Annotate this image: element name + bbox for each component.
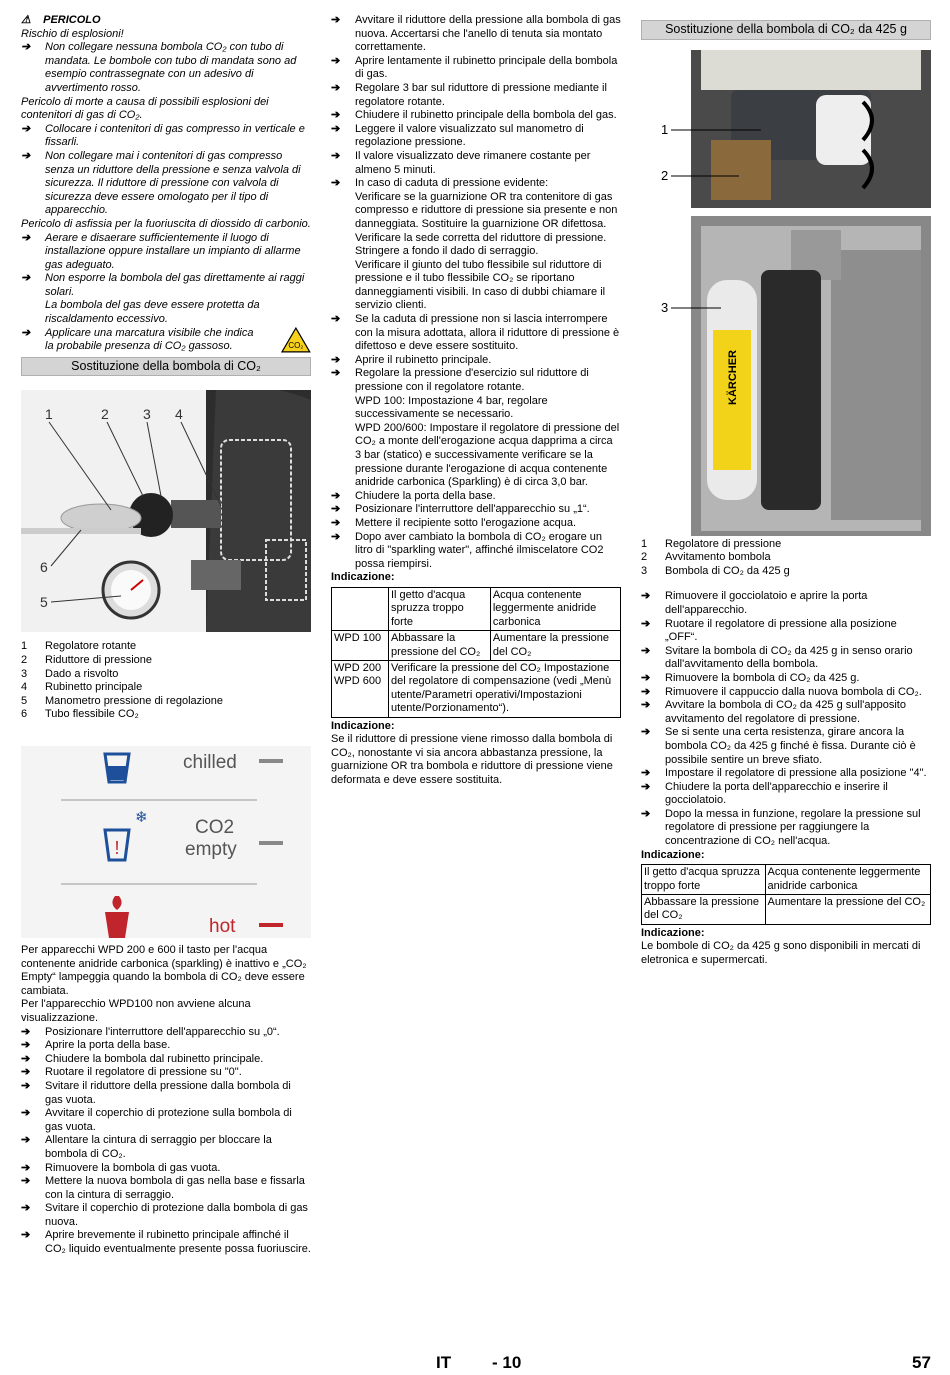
arrow-icon: ➔ (331, 14, 341, 26)
co2-hazard-label: CO₂ (288, 341, 304, 351)
section-title-co2-425g: Sostituzione della bombola di CO₂ da 425 g (641, 20, 931, 40)
step-detail: Verificare la sede corretta del riduttore di pressione. (355, 231, 607, 244)
arrow-icon: ➔ (641, 780, 651, 793)
note-text: Se il riduttore di pressione viene rimosso dalla bombola di CO₂, nonostante vi sia ancora abbastanza pressione, la guarnizione OR tra bombola e riduttore di pressione viene deformata e deve essere sostituita. (331, 733, 613, 786)
footer-language: IT (436, 1353, 452, 1372)
arrow-icon: ➔ (21, 1175, 31, 1188)
step-item: ➔ Svitare il coperchio di protezione dalla bombola di gas nuova. (21, 1202, 308, 1228)
warning-risk-death: Pericolo di morte a causa di possibili esplosioni dei contenitori di gas di CO₂. (21, 95, 269, 122)
warning-co2-row (21, 327, 311, 354)
step-item: ➔ Svitare la bombola di CO₂ da 425 g in senso orario dall'avvitamento della bombola. (641, 644, 913, 671)
arrow-icon: ➔ (21, 1134, 31, 1147)
legend-item: 2 Avvitamento bombola (641, 551, 771, 564)
callout-number: 6 (40, 559, 48, 576)
arrow-icon: ➔ (21, 1107, 31, 1120)
arrow-icon: ➔ (331, 367, 341, 380)
table-cell: Aumentare la pressione del CO₂ (490, 631, 620, 661)
brand-label: KÄRCHER (727, 349, 739, 405)
step-item: ➔ Se si sente una certa resistenza, girare ancora la bombola CO₂ da 425 g finché è fissa. Durante ciò è possibile sentire un breve sfiato. (641, 726, 916, 766)
step-item: ➔ Regolare 3 bar sul riduttore di pressione mediante il regolatore rotante. (331, 81, 607, 108)
step-item: ➔ Rimuovere il cappuccio dalla nuova bombola di CO₂. (641, 685, 922, 698)
status-dash (259, 759, 283, 763)
arrow-icon: ➔ (331, 516, 341, 529)
arrow-icon: ➔ (21, 1229, 31, 1242)
step-item: ➔ Mettere il recipiente sotto l'erogazione acqua. (331, 516, 577, 529)
snowflake-icon: ❄ (135, 809, 148, 826)
table-cell: Verificare la pressione del CO₂ Impostazione del regolatore di compensazione (vedi „Menù utente/Parametri operativi/Impostazioni utente/Porzionamento“). (389, 660, 621, 717)
figure-co2-cartridge-drawing (641, 50, 931, 536)
arrow-icon: ➔ (331, 489, 341, 502)
warning-bullet: ➔ Non collegare nessuna bombola CO₂ con tubo di mandata. Le bombole con tubo di mandata sono ad esempio contrassegnate con un adesivo di avvertimento rosso. (21, 41, 297, 94)
step-item: ➔ Chiudere la bombola dal rubinetto principale. (21, 1052, 264, 1065)
table-header: Il getto d'acqua spruzza troppo forte (389, 587, 491, 630)
legend-item: 1 Regolatore rotante (21, 640, 137, 653)
display-label-empty: empty (185, 839, 237, 860)
callout-number: 2 (661, 167, 669, 183)
step-item: ➔ In caso di caduta di pressione evidente: (331, 177, 549, 190)
arrow-icon: ➔ (331, 54, 341, 67)
paragraph: Per apparecchi WPD 200 e 600 il tasto per l'acqua contenente anidride carbonica (sparkling) è inattivo e „CO₂ Empty“ lampeggia quando la bombola di CO₂ deve essere cambiata. (21, 944, 307, 997)
step-item: ➔ Svitare il riduttore della pressione dalla bombola di gas vuota. (21, 1079, 291, 1106)
step-item: ➔ Mettere la nuova bombola di gas nella base e fissarla con la cintura di serraggio. (21, 1175, 305, 1201)
table-row (332, 660, 621, 717)
table-cell: Aumentare la pressione del CO₂ (765, 895, 931, 925)
arrow-icon: ➔ (641, 699, 651, 712)
table-row (642, 895, 931, 925)
arrow-icon: ➔ (641, 807, 651, 820)
status-dash (259, 923, 283, 927)
step-item: ➔ Leggere il valore visualizzato sul manometro di regolazione pressione. (331, 122, 584, 149)
column-right (641, 14, 931, 968)
warning-risk-asphyxia: Pericolo di asfissia per la fuoriuscita di diossido di carbonio. (21, 217, 311, 230)
legend-figure-1 (21, 640, 311, 722)
pressure-table-425g (641, 864, 931, 925)
arrow-icon: ➔ (21, 1052, 31, 1065)
warning-triangle-icon: ⚠ (21, 14, 31, 26)
step-item: ➔ Avvitare il riduttore della pressione alla bombola di gas nuova. Accertarsi che l'anello di tenuta sia montato correttamente. (331, 14, 621, 54)
step-item: ➔ Aprire la porta della base. (21, 1039, 171, 1052)
step-item: ➔ Il valore visualizzato deve rimanere costante per almeno 5 minuti. (331, 149, 591, 176)
arrow-icon: ➔ (21, 149, 31, 162)
step-item: ➔ Aprire il rubinetto principale. (331, 353, 492, 366)
footer-local-page: - 10 (492, 1353, 522, 1372)
step-item: ➔ Allentare la cintura di serraggio per bloccare la bombola di CO₂. (21, 1134, 272, 1160)
callout-number: 3 (143, 406, 151, 423)
status-dash (259, 841, 283, 845)
arrow-icon: ➔ (331, 313, 341, 326)
warning-bullet: ➔ Collocare i contenitori di gas compresso in verticale e fissarli. (21, 122, 305, 149)
callout-number: 1 (661, 121, 669, 137)
arrow-icon: ➔ (331, 530, 341, 543)
warning-bullet: ➔ Aerare e disaerare sufficientemente il luogo di installazione oppure installare un impianto di allarme gas adeguato. (21, 231, 301, 271)
column-middle (331, 14, 621, 788)
step-item: ➔ Impostare il regolatore di pressione alla posizione "4". (641, 767, 927, 780)
arrow-icon: ➔ (21, 1025, 31, 1038)
step-item: ➔ Chiudere il rubinetto principale della bombola del gas. (331, 109, 617, 122)
step-detail: WPD 100: Impostazione 4 bar, regolare successivamente se necessario. (355, 394, 548, 421)
table-header: Acqua contenente leggermente anidride carbonica (490, 587, 620, 630)
step-item: ➔ Avvitare il coperchio di protezione sulla bombola di gas vuota. (21, 1107, 292, 1133)
warning-title: PERICOLO (43, 14, 101, 26)
arrow-icon: ➔ (641, 671, 651, 684)
table-cell: Abbassare la pressione del CO₂ (642, 895, 766, 925)
arrow-icon: ➔ (21, 231, 31, 244)
arrow-icon: ➔ (641, 685, 651, 698)
arrow-icon: ➔ (331, 353, 341, 366)
arrow-icon: ➔ (331, 177, 341, 190)
section-title-co2: Sostituzione della bombola di CO₂ (21, 357, 311, 377)
table-cell (332, 587, 389, 630)
figure-co2-cartridge (641, 50, 931, 536)
table-row (332, 631, 621, 661)
arrow-icon: ➔ (21, 1161, 31, 1174)
table-cell: Abbassare la pressione del CO₂ (389, 631, 491, 661)
table-cell: WPD 100 (332, 631, 389, 661)
footer-page-number: 57 (912, 1353, 931, 1372)
table-header: Il getto d'acqua spruzza troppo forte (642, 865, 766, 895)
table-row (332, 587, 621, 630)
step-item: ➔ Dopo la messa in funzione, regolare la pressione sul regolatore di pressione per raggiungere la concentrazione di CO₂ nell'acqua. (641, 807, 921, 848)
warning-bullet: ➔ Non esporre la bombola del gas direttamente ai raggi solari. (21, 272, 305, 298)
table-header: Acqua contenente leggermente anidride carbonica (765, 865, 931, 895)
step-item: ➔ Posizionare l'interruttore dell'apparecchio su „1“. (331, 503, 590, 516)
note-text: Le bombole di CO₂ da 425 g sono disponibili in mercati di eletronica e supermercati. (641, 940, 921, 967)
legend-item: 4 Rubinetto principale (21, 681, 143, 694)
arrow-icon: ➔ (21, 1066, 31, 1079)
step-detail: WPD 200/600: Impostare il regolatore di pressione del CO₂ a monte dell'erogazione acqua dapprima a circa 3 bar (statico) e successivamente verificare se la pressione durante l'erogazione di acqua contenente anidride carbonica (Sparkling) è di circa 3,0 bar. (355, 421, 620, 489)
legend-item: 5 Manometro pressione di regolazione (21, 694, 223, 707)
warning-bullet: ➔ Non collegare mai i contenitori di gas compresso senza un riduttore della pressione e senza valvola di sicurezza. Il riduttore di pressione con valvola di sicurezza deve essere omologato per il tipo di apparecchio. (21, 149, 301, 217)
step-detail: Stringere a fondo il dado di serraggio. (355, 245, 539, 258)
step-list-col1 (21, 1026, 311, 1257)
legend-item: 1 Regolatore di pressione (641, 537, 782, 550)
display-label-co2: CO2 (195, 817, 235, 838)
step-item: ➔ Posizionare l'interruttore dell'apparecchio su „0“. (21, 1025, 280, 1038)
display-label-hot: hot (209, 916, 236, 937)
callout-number: 1 (45, 406, 53, 423)
warning-heading (21, 14, 311, 28)
figure-pressure-reducer (21, 390, 311, 632)
svg-text:!: ! (114, 838, 120, 858)
pressure-table (331, 587, 621, 718)
arrow-icon: ➔ (641, 590, 651, 603)
arrow-icon: ➔ (21, 122, 31, 135)
arrow-icon: ➔ (331, 503, 341, 516)
step-item: ➔ Rimuovere il gocciolatoio e aprire la porta dell'apparecchio. (641, 590, 868, 616)
display-panel-drawing (21, 746, 311, 938)
step-item: ➔ Aprire brevemente il rubinetto principale affinché il CO₂ liquido eventualmente presente possa fuoriuscire. (21, 1229, 311, 1256)
step-item: ➔ Regolare la pressione d'esercizio sul riduttore di pressione con il regolatore rotante. (331, 367, 589, 394)
co2-hazard-icon (281, 327, 311, 353)
callout-number: 4 (175, 406, 183, 423)
column-left (21, 14, 311, 1257)
arrow-icon: ➔ (21, 1039, 31, 1052)
display-label-chilled: chilled (183, 752, 237, 773)
callout-number: 2 (101, 406, 109, 423)
arrow-icon: ➔ (641, 644, 651, 657)
arrow-icon: ➔ (21, 1079, 31, 1092)
step-item: ➔ Ruotare il regolatore di pressione alla posizione „OFF“. (641, 617, 897, 644)
arrow-icon: ➔ (641, 617, 651, 630)
arrow-icon: ➔ (331, 122, 341, 135)
note-label: Indicazione: (641, 926, 705, 939)
step-item: ➔ Aprire lentamente il rubinetto principale della bombola di gas. (331, 54, 618, 81)
warning-bullet-cont: La bombola del gas deve essere protetta da riscaldamento eccessivo. (45, 299, 260, 326)
warning-risk-explosion: Rischio di esplosioni! (21, 27, 124, 40)
paragraph: Per l'apparecchio WPD100 non avviene alcuna visualizzazione. (21, 998, 251, 1024)
table-cell: WPD 200 WPD 600 (332, 660, 389, 717)
table-row (642, 865, 931, 895)
legend-item: 6 Tubo flessibile CO₂ (21, 708, 139, 721)
arrow-icon: ➔ (21, 41, 31, 54)
arrow-icon: ➔ (21, 272, 31, 285)
arrow-icon: ➔ (331, 81, 341, 94)
step-item: ➔ Se la caduta di pressione non si lascia interrompere con la misura adottata, allora il riduttore di pressione è difettoso e deve essere sostituito. (331, 313, 620, 353)
arrow-icon: ➔ (331, 149, 341, 162)
legend-figure-co2-425g (641, 538, 931, 579)
legend-item: 2 Riduttore di pressione (21, 654, 153, 667)
callout-number: 3 (661, 299, 669, 315)
arrow-icon: ➔ (331, 109, 341, 122)
step-detail: Verificare se la guarnizione OR tra contenitore di gas compresso e riduttore di pressione sia presente e non danneggiata. Sostituire la guarnizione OR difettosa. (355, 190, 618, 230)
step-item: ➔ Dopo aver cambiato la bombola di CO₂ erogare un litro di "sparkling water", affinché ilmiscelatore CO2 possa riempirsi. (331, 530, 604, 570)
step-item: ➔ Avvitare la bombola di CO₂ da 425 g sull'apposito avvitamento del regolatore di pressione. (641, 699, 906, 725)
note-label: Indicazione: (641, 848, 705, 861)
callout-number: 5 (40, 594, 48, 611)
step-detail: Verificare il giunto del tubo flessibile sul riduttore di pressione e il tubo flessibile CO₂ se riportano danneggiamenti visibili. In caso di dubbi chiamare il servizio clienti. (355, 258, 606, 312)
arrow-icon: ➔ (641, 726, 651, 739)
note-label: Indicazione: (331, 571, 395, 584)
step-item: ➔ Rimuovere la bombola di gas vuota. (21, 1161, 221, 1174)
step-item: ➔ Ruotare il regolatore di pressione su "0". (21, 1066, 242, 1079)
step-item: ➔ Rimuovere la bombola di CO₂ da 425 g. (641, 671, 860, 684)
warning-bullet: ➔ Applicare una marcatura visibile che indica la probabile presenza di CO₂ gassoso. (21, 326, 254, 353)
figure-pressure-reducer-drawing (21, 390, 311, 632)
step-item: ➔ Chiudere la porta della base. (331, 489, 496, 502)
arrow-icon: ➔ (21, 326, 31, 339)
legend-item: 3 Dado a risvolto (21, 667, 119, 680)
step-list-col3 (641, 590, 931, 848)
figure-display-panel (21, 746, 311, 938)
arrow-icon: ➔ (21, 1202, 31, 1215)
step-item: ➔ Chiudere la porta dell'apparecchio e inserire il gocciolatoio. (641, 780, 888, 807)
note-label: Indicazione: (331, 719, 395, 732)
arrow-icon: ➔ (641, 767, 651, 780)
legend-item: 3 Bombola di CO₂ da 425 g (641, 564, 790, 577)
